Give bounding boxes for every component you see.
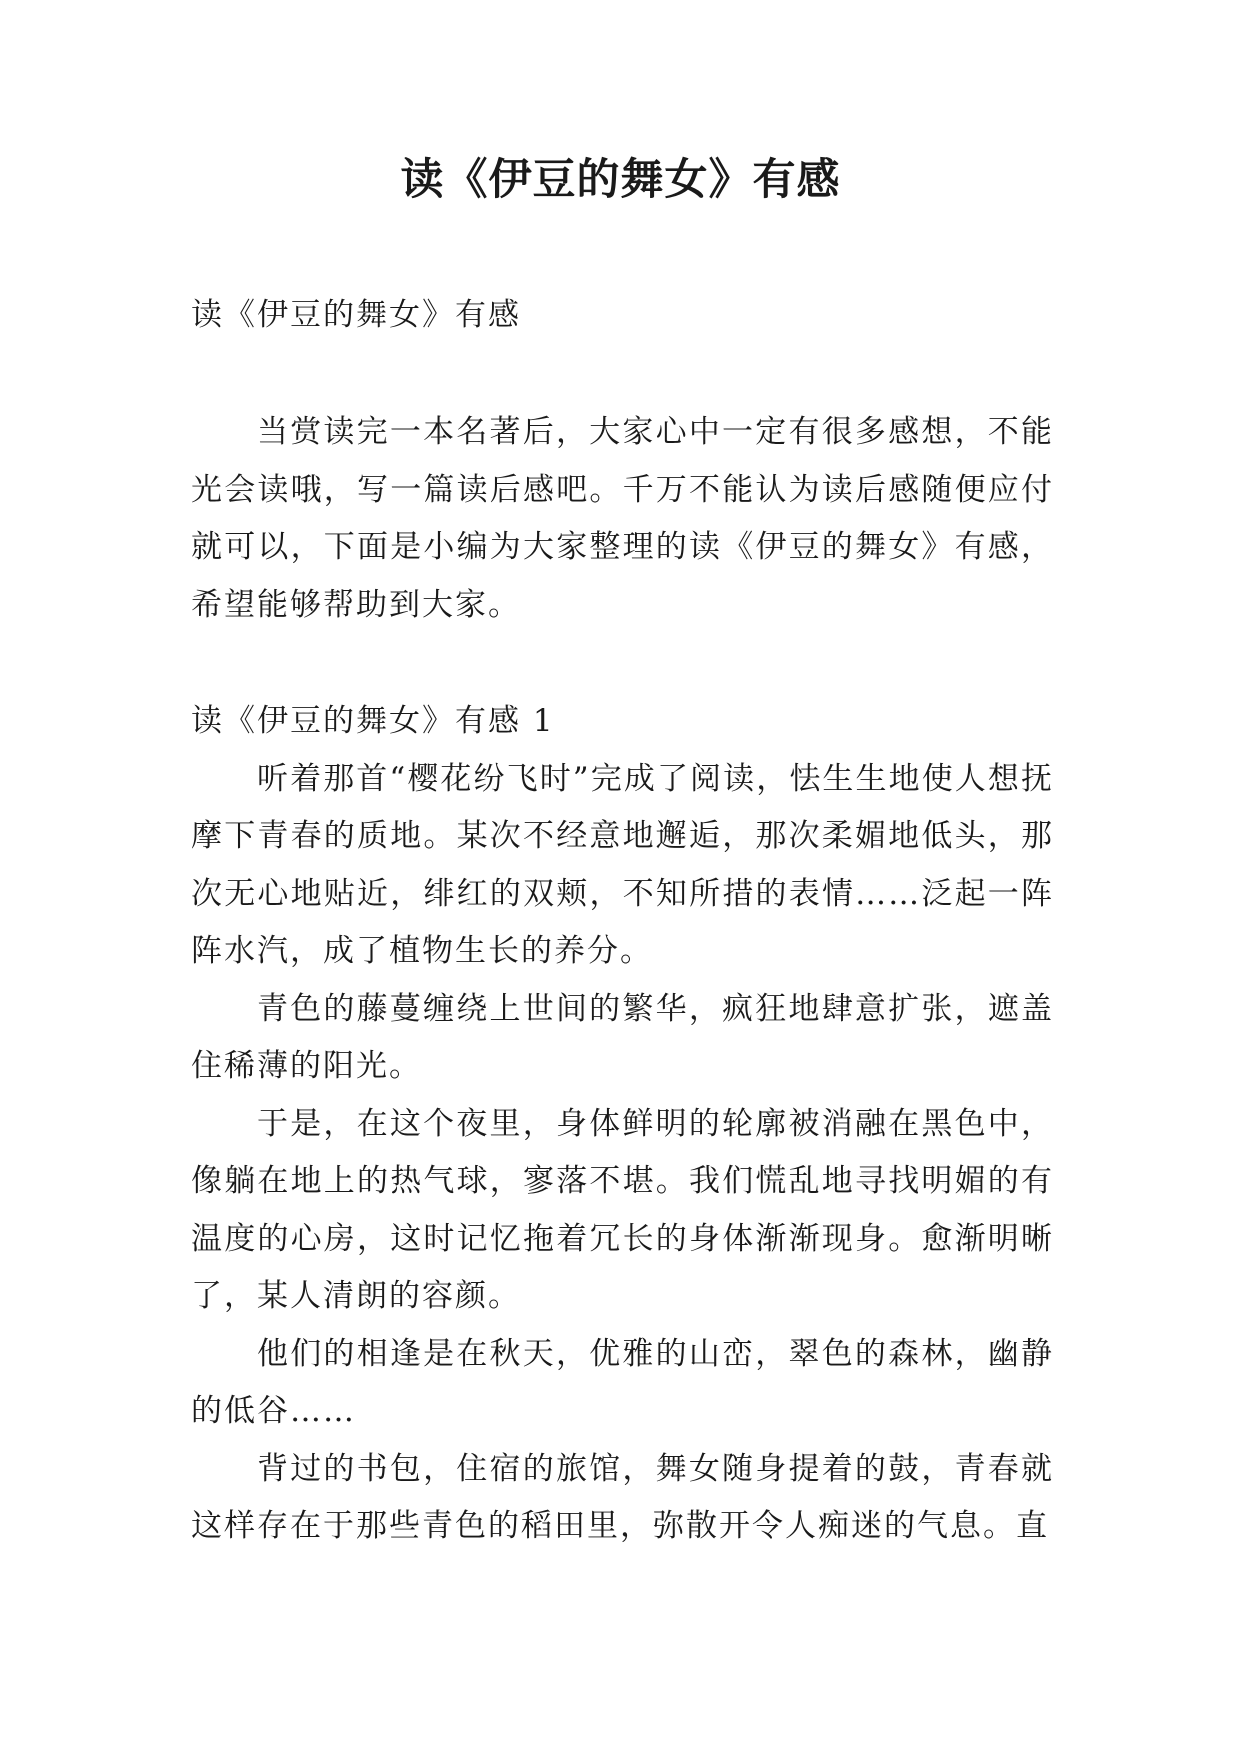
body-paragraph: 青色的藤蔓缠绕上世间的繁华，疯狂地肆意扩张，遮盖住稀薄的阳光。	[191, 990, 1054, 1084]
document-title: 读《伊豆的舞女》有感	[400, 155, 841, 205]
section-heading: 读《伊豆的舞女》有感 1	[191, 703, 555, 739]
body-paragraph: 背过的书包，住宿的旅馆，舞女随身提着的鼓，青春就这样存在于那些青色的稻田里，弥散开令人痴迷的气息。直	[191, 1450, 1054, 1544]
body-paragraph: 于是，在这个夜里，身体鲜明的轮廓被消融在黑色中，像躺在地上的热气球，寥落不堪。我们慌乱地寻找明媚的有温度的心房，这时记忆拖着冗长的身体渐渐现身。愈渐明晰了，某人清朗的容颜。	[191, 1105, 1054, 1314]
intro-paragraph: 当赏读完一本名著后，大家心中一定有很多感想，不能光会读哦，写一篇读后感吧。千万不能认为读后感随便应付就可以，下面是小编为大家整理的读《伊豆的舞女》有感，希望能够帮助到大家。	[191, 414, 1054, 623]
body-paragraph: 他们的相逢是在秋天，优雅的山峦，翠色的森林，幽静的低谷……	[191, 1335, 1054, 1429]
body-paragraph: 听着那首“樱花纷飞时”完成了阅读，怯生生地使人想抚摩下青春的质地。某次不经意地邂逅，那次柔媚地低头，那次无心地贴近，绯红的双颊，不知所措的表情……泛起一阵阵水汽，成了植物生长的养分。	[191, 760, 1054, 969]
document-subtitle: 读《伊豆的舞女》有感	[191, 297, 521, 333]
essay-section	[191, 693, 1054, 1556]
